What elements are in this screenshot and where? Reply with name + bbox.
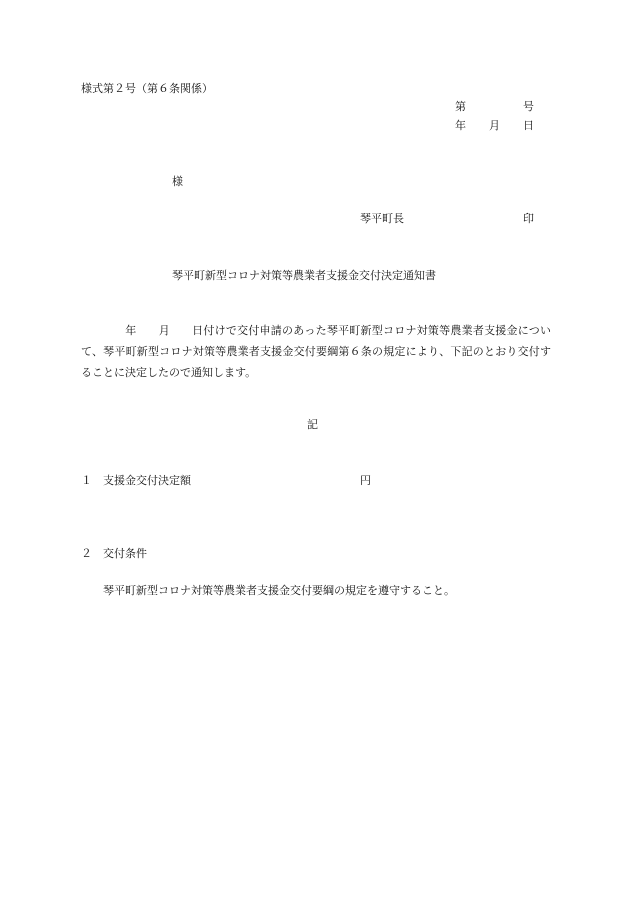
body-year: 年 [125,324,137,337]
item-2-detail: 琴平町新型コロナ対策等農業者支援金交付要綱の規定を遵守すること。 [103,584,455,597]
form-label: 様式第２号（第６条関係） [81,82,213,95]
body-month: 月 [158,324,170,337]
item-2-number: ２ [81,547,92,560]
item-1-number: １ [81,474,92,487]
date-day: 日 [523,119,534,132]
body-paragraph [81,320,551,383]
seal-mark: 印 [523,212,534,225]
doc-number-prefix: 第 [455,100,466,113]
document-title: 琴平町新型コロナ対策等農業者支援金交付決定通知書 [172,269,436,282]
issuer-title: 琴平町長 [360,212,404,225]
body-text: 日付けで交付申請のあった琴平町新型コロナ対策等農業者支援金について、琴平町新型コロナ対策等農業者支援金交付要綱第６条の規定により、下記のとおり交付することに決定したので通知します。 [81,324,552,379]
item-1-label: 支援金交付決定額 [103,474,191,487]
date-year: 年 [455,119,466,132]
recipient-honorific: 様 [172,175,183,188]
doc-number-suffix: 号 [523,100,534,113]
item-2-label: 交付条件 [103,547,147,560]
date-month: 月 [489,119,500,132]
item-1-unit: 円 [360,474,371,487]
ki-heading: 記 [307,418,318,431]
